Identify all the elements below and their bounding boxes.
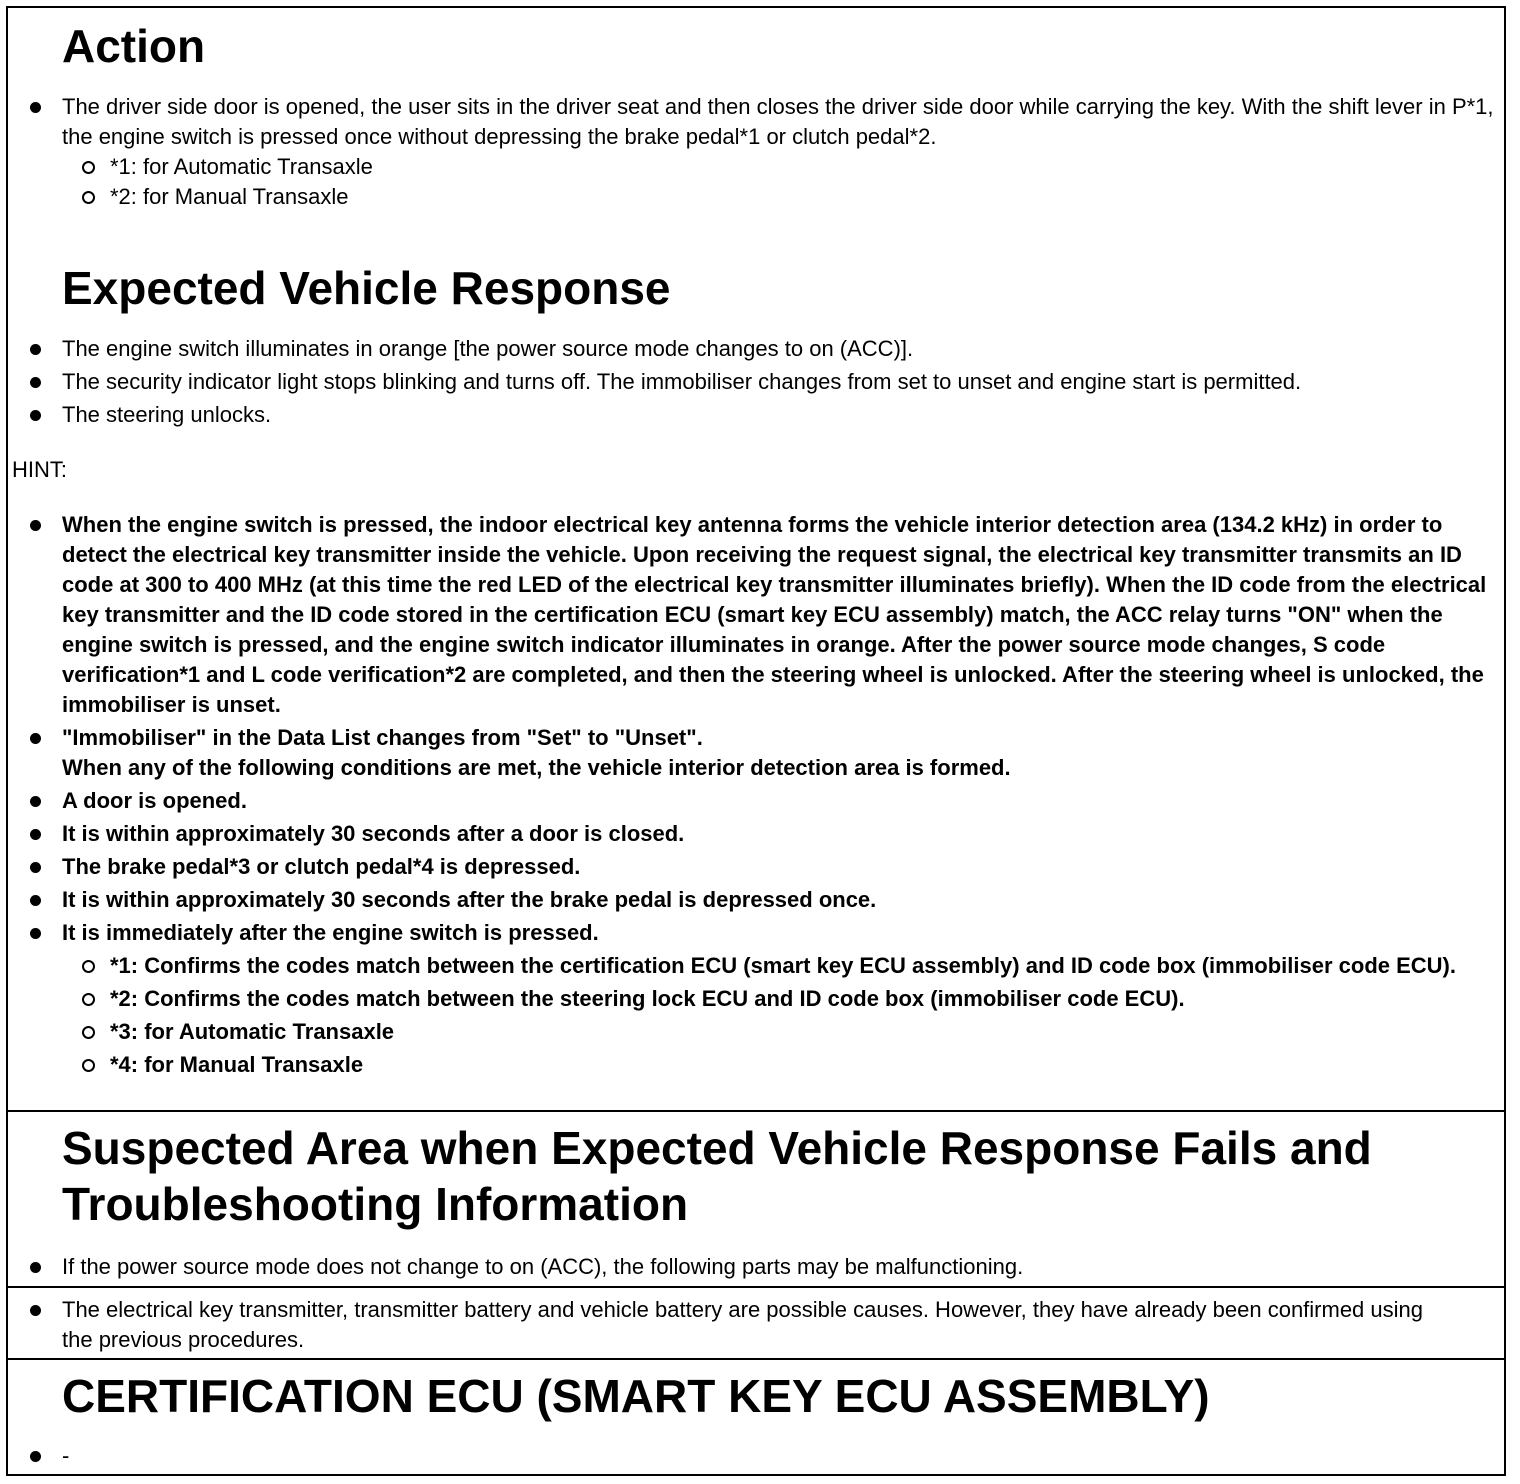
hint-item-continuation: When any of the following conditions are met, the vehicle interior detection area is formed. <box>62 755 1011 780</box>
bullet-icon <box>30 1451 41 1462</box>
condition-item <box>8 852 1504 882</box>
hint-list <box>8 510 1504 1080</box>
suspected-item-text: If the power source mode does not change to on (ACC), the following parts may be malfunctioning. <box>62 1254 1024 1279</box>
hint-note-text: *2: Confirms the codes match between the steering lock ECU and ID code box (immobiliser code ECU). <box>110 986 1185 1011</box>
hint-item-text: "Immobiliser" in the Data List changes from "Set" to "Unset". <box>62 725 703 750</box>
expected-item-text: The steering unlocks. <box>62 402 272 427</box>
bullet-icon <box>30 1262 41 1273</box>
causes-item <box>8 1295 1504 1355</box>
bullet-icon <box>30 796 41 807</box>
circle-bullet-icon <box>82 993 95 1006</box>
hint-item-text: When the engine switch is pressed, the indoor electrical key antenna forms the vehicle interior detection area (134.2 kHz) in order to detect the electrical key transmitter inside the vehicle. Upon receiving the request signal, the electrical key transmitter transmits an ID code at 300 to 400 MHz (at this time the red LED of the electrical key transmitter illuminates briefly). When the ID code from the electrical key transmitter and the ID code stored in the certification ECU (smart key ECU assembly) match, the ACC relay turns "ON" when the engine switch is pressed, and the engine switch indicator illuminates in orange. After the power source mode changes, S code verification*1 and L code verification*2 are completed, and then the steering wheel is unlocked. After the steering wheel is unlocked, the immobiliser is unset. <box>62 512 1487 717</box>
causes-list <box>8 1295 1504 1355</box>
circle-bullet-icon <box>82 1059 95 1072</box>
bullet-icon <box>30 862 41 873</box>
condition-text: The brake pedal*3 or clutch pedal*4 is depressed. <box>62 854 581 879</box>
document-page <box>6 6 1506 1476</box>
hint-note-text: *1: Confirms the codes match between the certification ECU (smart key ECU assembly) and ID code box (immobiliser code ECU). <box>110 953 1456 978</box>
action-note-text: *2: for Manual Transaxle <box>110 184 349 209</box>
condition-text: It is within approximately 30 seconds after a door is closed. <box>62 821 685 846</box>
bullet-icon <box>30 520 41 531</box>
condition-item <box>8 819 1504 849</box>
action-heading: Action <box>62 20 206 72</box>
suspected-heading: Suspected Area when Expected Vehicle Response Fails and Troubleshooting Information <box>62 1122 1372 1230</box>
ecu-item-text: - <box>62 1443 70 1468</box>
bullet-icon <box>30 410 41 421</box>
circle-bullet-icon <box>82 1026 95 1039</box>
ecu-list <box>8 1441 1504 1471</box>
hint-label: HINT: <box>12 457 67 482</box>
hint-note <box>8 1017 1504 1047</box>
bullet-icon <box>30 344 41 355</box>
action-note <box>8 182 1504 212</box>
action-item <box>8 92 1504 152</box>
suspected-item <box>8 1252 1504 1282</box>
section-divider <box>8 1110 1504 1112</box>
action-item-text: The driver side door is opened, the user sits in the driver seat and then closes the driver side door while carrying the key. With the shift lever in P*1, the engine switch is pressed once without depressing the brake pedal*1 or clutch pedal*2. <box>62 94 1494 149</box>
bullet-icon <box>30 377 41 388</box>
condition-text: It is within approximately 30 seconds after the brake pedal is depressed once. <box>62 887 877 912</box>
circle-bullet-icon <box>82 161 95 174</box>
bullet-icon <box>30 829 41 840</box>
expected-list <box>8 334 1504 430</box>
condition-item <box>8 918 1504 948</box>
bullet-icon <box>30 1305 41 1316</box>
condition-item <box>8 885 1504 915</box>
condition-text: A door is opened. <box>62 788 247 813</box>
hint-item <box>8 723 1504 753</box>
bullet-icon <box>30 102 41 113</box>
section-divider <box>8 1358 1504 1360</box>
hint-note <box>8 951 1504 981</box>
hint-item <box>8 510 1504 720</box>
circle-bullet-icon <box>82 191 95 204</box>
hint-note-text: *4: for Manual Transaxle <box>110 1052 364 1077</box>
circle-bullet-icon <box>82 960 95 973</box>
condition-text: It is immediately after the engine switch is pressed. <box>62 920 599 945</box>
suspected-list <box>8 1252 1504 1282</box>
bullet-icon <box>30 928 41 939</box>
hint-note-text: *3: for Automatic Transaxle <box>110 1019 395 1044</box>
expected-item <box>8 367 1504 397</box>
section-divider <box>8 1286 1504 1288</box>
action-note <box>8 152 1504 182</box>
causes-item-text: The electrical key transmitter, transmitter battery and vehicle battery are possible causes. However, they have already been confirmed using the previous procedures. <box>62 1297 1424 1352</box>
ecu-heading: CERTIFICATION ECU (SMART KEY ECU ASSEMBLY) <box>62 1370 1210 1422</box>
action-note-text: *1: for Automatic Transaxle <box>110 154 373 179</box>
ecu-item <box>8 1441 1504 1471</box>
expected-item-text: The security indicator light stops blinking and turns off. The immobiliser changes from set to unset and engine start is permitted. <box>62 369 1302 394</box>
hint-note <box>8 984 1504 1014</box>
expected-item <box>8 334 1504 364</box>
expected-item-text: The engine switch illuminates in orange [the power source mode changes to on (ACC)]. <box>62 336 914 361</box>
bullet-icon <box>30 733 41 744</box>
condition-item <box>8 786 1504 816</box>
action-list <box>8 92 1504 212</box>
expected-item <box>8 400 1504 430</box>
expected-heading: Expected Vehicle Response <box>62 262 671 314</box>
hint-note <box>8 1050 1504 1080</box>
bullet-icon <box>30 895 41 906</box>
